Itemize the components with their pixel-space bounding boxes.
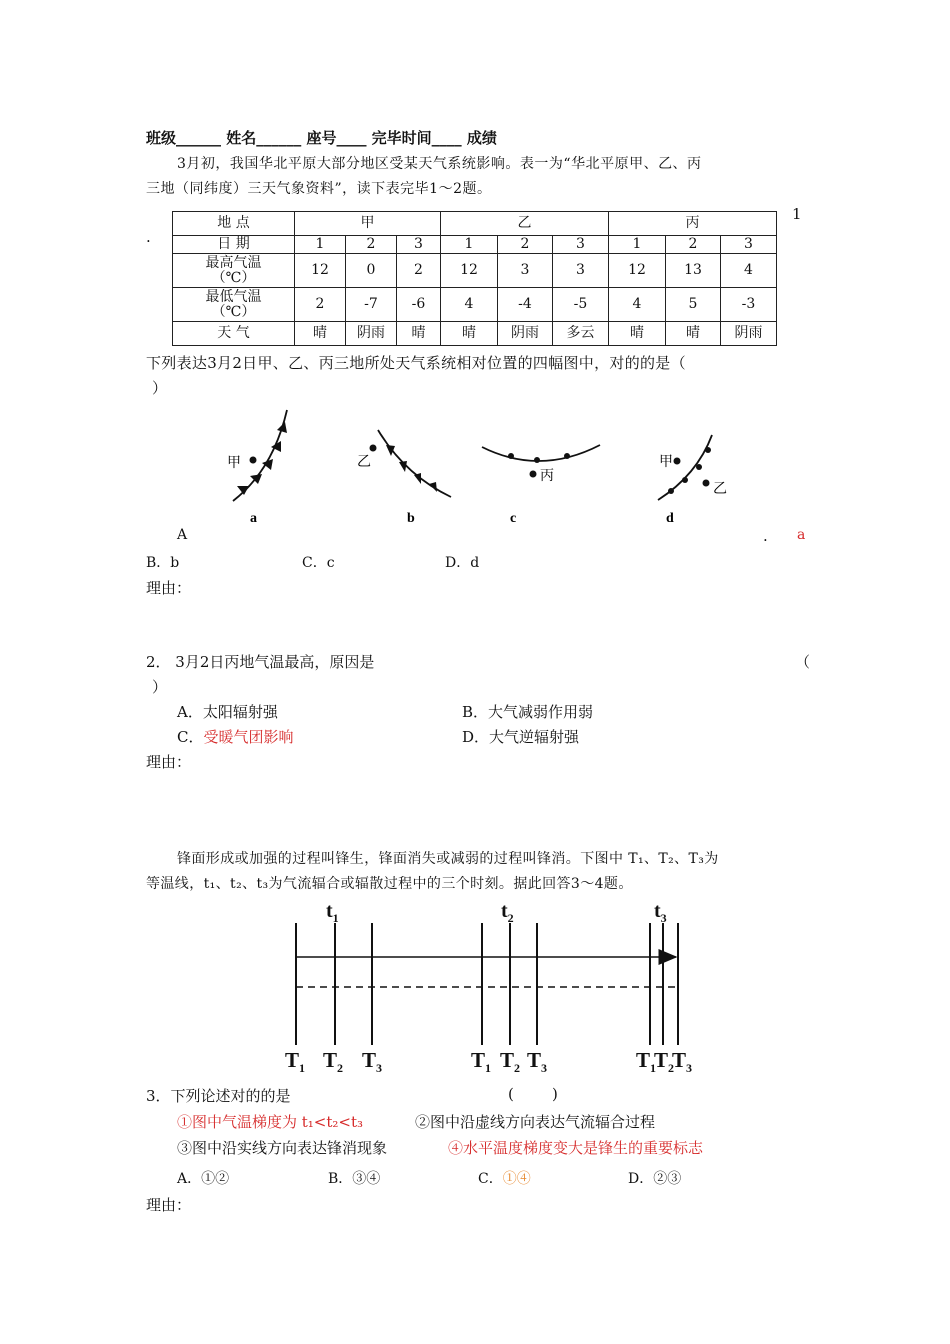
table-cell: -6 [397,288,441,322]
table-cell: 晴 [295,322,346,346]
q1-reason: 理由： [146,579,192,597]
table-cell: 2 [346,236,397,254]
table-row-place [173,212,777,236]
isotherm-lines [296,923,678,1045]
table-cell: -5 [553,288,609,322]
front-diagram-a [227,410,287,526]
q3-reason: 理由： [146,1196,192,1214]
q2-answer: 受暖气团影响 [203,728,294,746]
table-cell: 12 [441,254,498,288]
intro2-line-2: 等温线，t₁、t₂、t₃为气流辐合或辐散过程中的三个时刻。据此回答3～4题。 [146,876,633,892]
table-cell: 晴 [441,322,498,346]
T1-label-2: $T_1$ [471,1048,492,1075]
table-cell: 1 [295,236,346,254]
table-place-bing: 丙 [609,212,777,236]
table-cell: 多云 [553,322,609,346]
table-cell: 阴雨 [721,322,777,346]
label-jia-d: 甲 [659,455,673,470]
q3-statement-3: ③图中沿实线方向表达锋消现象 [177,1139,388,1157]
q1-answer: a [797,527,806,543]
table-cell: 0 [346,254,397,288]
table-cell: 12 [295,254,346,288]
table-cell: 3 [721,236,777,254]
q3-option-d: D．②③ [628,1171,682,1187]
q2-paren-close: ） [152,678,168,696]
q1-option-dot: . [763,527,768,545]
q3-option-a: A．①② [177,1171,230,1187]
q2-paren-open: （ [795,653,811,671]
intro2-line-1: 锋面形成或加强的过程叫锋生，锋面消失或减弱的过程叫锋消。下图中 T₁、T₂、T₃为 [177,851,719,867]
question-1-number: 1 [792,205,802,223]
T2-label-3: $T_2$ [654,1048,675,1075]
table-row-weather [173,322,777,346]
label-b: b [407,511,415,526]
table-cell: -3 [721,288,777,322]
question-1-dot: . [146,228,151,246]
t2-label: $t_2$ [501,900,514,925]
table-cell: 1 [441,236,498,254]
table-cell: 3 [553,254,609,288]
t3-label: $t_3$ [654,900,667,925]
t1-label: $t_1$ [326,900,339,925]
q3-statement-2: ②图中沿虚线方向表达气流辐合过程 [415,1113,656,1131]
label-c: c [510,511,517,526]
q1-option-d: D．d [445,555,480,571]
label-jia: 甲 [227,456,241,471]
q2-option-d: D．大气逆辐射强 [462,728,580,746]
table-cell: 3 [553,236,609,254]
table-header-place: 地 点 [173,212,295,236]
table-cell: 4 [609,288,666,322]
table-cell: 4 [721,254,777,288]
q2-option-b: B．大气减弱作用弱 [462,703,594,721]
q3-option-b: B．③④ [328,1171,381,1187]
q3-stem: 3．下列论述对的的是 [146,1087,291,1105]
front-diagram-d [658,435,727,526]
table-cell: 13 [666,254,721,288]
front-diagrams-figure [215,400,725,530]
table-row-date [173,236,777,254]
T1-label-3: $T_1$ [636,1048,657,1075]
label-yi: 乙 [357,455,371,470]
table-cell: 4 [441,288,498,322]
intro-line-1: 3月初，我国华北平原大部分地区受某天气系统影响。表一为“华北平原甲、乙、丙 [177,156,702,172]
table-cell: 2 [397,254,441,288]
table-row-min [173,288,777,322]
T2-label-2: $T_2$ [500,1048,521,1075]
isotherm-figure [280,895,710,1075]
T3-label-2: $T_3$ [527,1048,548,1075]
label-d: d [666,511,674,526]
T1-label-1: $T_1$ [285,1048,306,1075]
table-cell: -4 [498,288,553,322]
table-cell: 3 [498,254,553,288]
table-cell: 1 [609,236,666,254]
table-cell: 3 [397,236,441,254]
front-diagram-b [357,430,451,526]
label-a: a [250,511,257,526]
table-cell: 晴 [397,322,441,346]
T2-label-1: $T_2$ [323,1048,344,1075]
T3-label-1: $T_3$ [362,1048,383,1075]
q1-option-b: B．b [146,555,180,571]
table-header-weather: 天 气 [173,322,295,346]
q2-stem: 2． 3月2日丙地气温最高，原因是 [146,653,375,671]
table-cell: 2 [295,288,346,322]
q1-stem: 下列表达3月2日甲、乙、丙三地所处天气系统相对位置的四幅图中，对的的是（ [146,354,686,372]
q1-stem-close: ） [152,379,168,397]
table-cell: 阴雨 [498,322,553,346]
table-cell: 2 [498,236,553,254]
q3-option-c [478,1168,531,1188]
q2-option-c [177,726,294,747]
q2-option-a: A．太阳辐射强 [177,703,278,721]
intro-line-2: 三地（同纬度）三天气象资料”，读下表完毕1～2题。 [146,181,492,197]
q3-paren: ( ) [508,1085,558,1103]
front-diagram-c [482,445,600,526]
label-bing: 丙 [540,469,554,484]
table-cell: 2 [666,236,721,254]
table-cell: -7 [346,288,397,322]
table-cell: 5 [666,288,721,322]
q3-answer: ①④ [502,1171,531,1187]
weather-table [172,211,777,346]
q1-option-c: C．c [302,555,335,571]
table-header-min: 最低气温 （℃） [173,288,295,322]
q3-option-c-prefix: C． [478,1171,503,1187]
table-row-max [173,254,777,288]
header-line: 班级______ 姓名______ 座号____ 完毕时间____ 成绩 [146,129,497,147]
q3-statement-4: ④水平温度梯度变大是锋生的重要标志 [448,1139,704,1157]
table-place-yi: 乙 [441,212,609,236]
T3-label-3: $T_3$ [672,1048,693,1075]
table-header-max: 最高气温 （℃） [173,254,295,288]
table-cell: 晴 [666,322,721,346]
table-place-jia: 甲 [295,212,441,236]
label-yi-d: 乙 [713,482,727,497]
q1-option-a: A [177,527,188,543]
q2-reason: 理由： [146,753,192,771]
table-header-date: 日 期 [173,236,295,254]
table-cell: 12 [609,254,666,288]
q3-statement-1: ①图中气温梯度为 t₁<t₂<t₃ [177,1113,364,1131]
table-cell: 晴 [609,322,666,346]
q2-option-c-prefix: C． [177,728,204,746]
table-cell: 阴雨 [346,322,397,346]
